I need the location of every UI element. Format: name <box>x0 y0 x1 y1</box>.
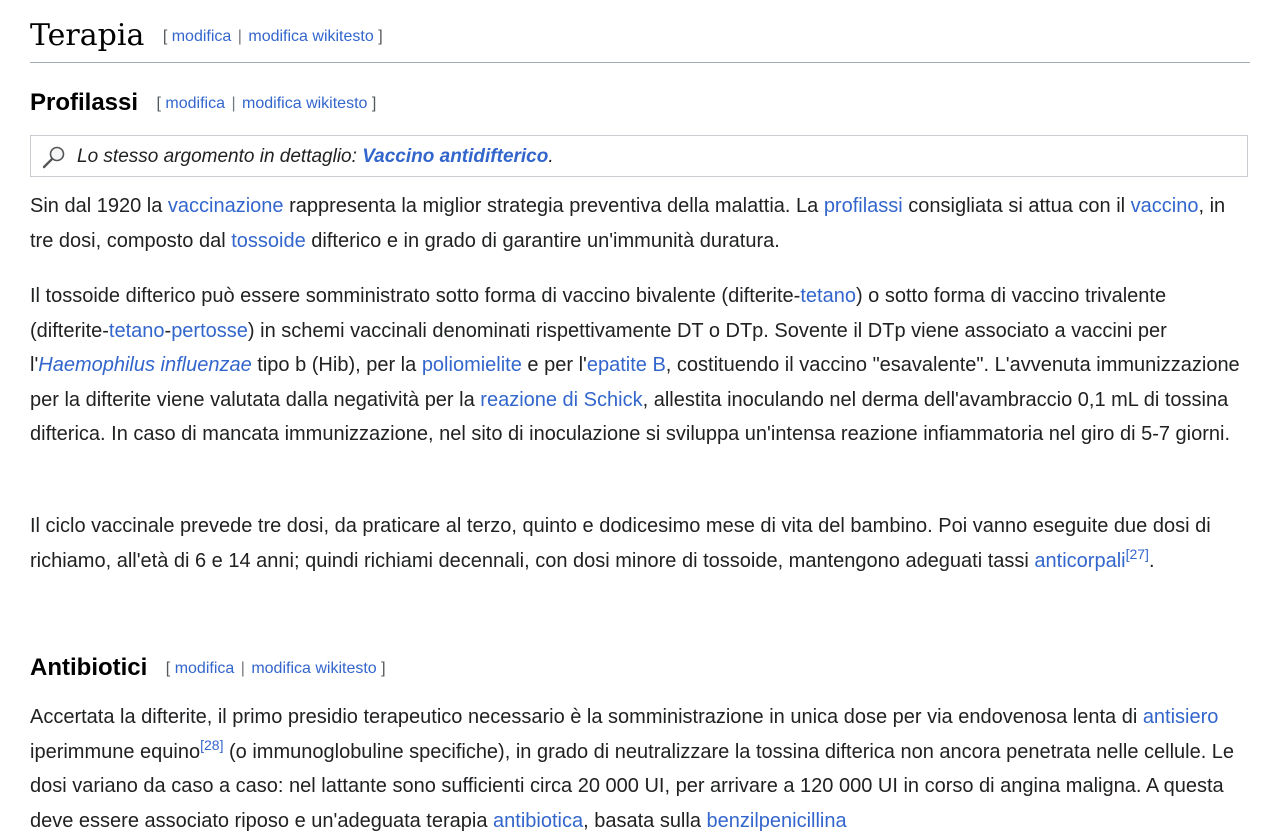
hatnote-suffix: . <box>548 146 554 167</box>
text: - <box>164 319 172 342</box>
text: . <box>1148 549 1155 572</box>
link-tossoide[interactable]: tossoide <box>231 229 306 252</box>
paragraph-ciclo-vaccinale <box>30 509 1250 578</box>
text: (o immunoglobuline specifiche), in grado di neutralizzare la tossina difterica non ancora penetrata nelle cellule. Le dosi variano da caso a caso: nel lattante sono sufficienti circa 20 000 UI, per arrivare a 120 000 UI in corso di angina maligna. A questa deve essere associato riposo e un'adeguata terapia <box>30 740 1235 832</box>
bracket-open: [ <box>162 28 168 45</box>
link-tetano[interactable]: tetano <box>800 285 856 307</box>
subsection-title: Antibiotici <box>30 654 148 681</box>
link-vaccinazione[interactable]: vaccinazione <box>167 195 284 217</box>
edit-wikitext-link[interactable]: modifica wikitesto <box>242 95 368 112</box>
link-benzilpenicillina[interactable]: benzilpenicillina <box>706 809 847 832</box>
link-antisiero[interactable]: antisiero <box>1142 706 1219 728</box>
text: consigliata si attua con il <box>902 195 1131 217</box>
text: e per l' <box>521 354 587 376</box>
link-antibiotica[interactable]: antibiotica <box>493 809 584 832</box>
edit-link[interactable]: modifica <box>174 660 235 677</box>
text: , allestita inoculando nel derma dell'avambraccio 0,1 mL di tossina difterica. In caso di mancata immunizzazione, nel sito di inoculazione si sviluppa un'intensa reazione infiammatoria nel giro di 5-7 giorni. <box>30 388 1230 445</box>
edit-section-links <box>163 28 383 45</box>
bracket-open: [ <box>165 660 171 677</box>
text: ) o sotto forma di vaccino trivalente (difterite- <box>30 285 1167 342</box>
link-pertosse[interactable]: pertosse <box>171 319 248 342</box>
bracket-close: ] <box>378 28 383 45</box>
edit-section-links <box>166 660 386 677</box>
paragraph-tossoide <box>30 279 1250 452</box>
text: , basata sulla <box>583 809 707 832</box>
text: ) in schemi vaccinali denominati rispettivamente DT o DTp. Sovente il DTp viene associato a vaccini per l' <box>30 319 1167 376</box>
bracket-open: [ <box>156 95 161 112</box>
link-poliomielite[interactable]: poliomielite <box>421 354 522 376</box>
section-title: Terapia <box>30 18 145 53</box>
edit-wikitext-link[interactable]: modifica wikitesto <box>248 28 374 45</box>
separator: | <box>237 28 242 45</box>
paragraph-vaccination <box>30 189 1250 258</box>
separator: | <box>231 95 236 112</box>
text: difterico e in grado di garantire un'immunità duratura. <box>305 229 780 252</box>
subsection-heading-antibiotici <box>30 653 386 683</box>
text: rappresenta la miglior strategia preventiva della malattia. La <box>283 195 824 217</box>
link-haemophilus-influenzae[interactable]: Haemophilus influenzae <box>38 354 252 376</box>
paragraph-antisiero <box>30 700 1250 838</box>
bracket-close: ] <box>371 95 377 112</box>
text: tipo b (Hib), per la <box>251 354 422 376</box>
edit-wikitext-link[interactable]: modifica wikitesto <box>251 660 377 677</box>
hatnote-link[interactable]: Vaccino antidifterico <box>362 146 549 167</box>
text: Il tossoide difterico può essere somministrato sotto forma di vaccino bivalente (difterite- <box>30 285 801 307</box>
bracket-close: ] <box>381 660 386 677</box>
text: , in tre dosi, composto dal <box>30 195 1226 252</box>
section-heading-terapia <box>30 14 1250 63</box>
text: iperimmune equino <box>30 740 201 763</box>
link-anticorpali[interactable]: anticorpali <box>1034 549 1126 572</box>
hatnote-prefix: Lo stesso argomento in dettaglio: <box>77 146 363 167</box>
edit-section-links <box>157 95 377 112</box>
text: Sin dal 1920 la <box>30 195 168 217</box>
text: Il ciclo vaccinale prevede tre dosi, da praticare al terzo, quinto e dodicesimo mese di vita del bambino. Poi vanno eseguite due dosi di richiamo, all'età di 6 e 14 anni; quindi richiami decennali, con dosi minore di tossoide, mantengono adeguati tassi <box>30 515 1211 572</box>
reference-27[interactable]: [27] <box>1125 545 1149 562</box>
text: Accertata la difterite, il primo presidio terapeutico necessario è la somministrazione in unica dose per via endovenosa lenta di <box>30 706 1143 728</box>
magnifier-icon <box>41 145 67 169</box>
link-vaccino[interactable]: vaccino <box>1130 195 1199 217</box>
separator: | <box>240 660 245 677</box>
text: , costituendo il vaccino "esavalente". L'avvenuta immunizzazione per la difterite viene valutata dalla negatività per la <box>30 354 1240 411</box>
edit-link[interactable]: modifica <box>165 95 225 112</box>
subsection-title: Profilassi <box>30 89 139 116</box>
link-profilassi[interactable]: profilassi <box>823 195 903 217</box>
reference-28[interactable]: [28] <box>200 736 224 753</box>
hatnote-box <box>30 135 1248 177</box>
link-reazione-di-schick[interactable]: reazione di Schick <box>480 388 643 411</box>
link-epatite-b[interactable]: epatite B <box>586 354 666 376</box>
hatnote-text <box>77 136 554 178</box>
edit-link[interactable]: modifica <box>171 28 232 45</box>
link-tetano[interactable]: tetano <box>108 319 165 342</box>
subsection-heading-profilassi <box>30 88 376 118</box>
